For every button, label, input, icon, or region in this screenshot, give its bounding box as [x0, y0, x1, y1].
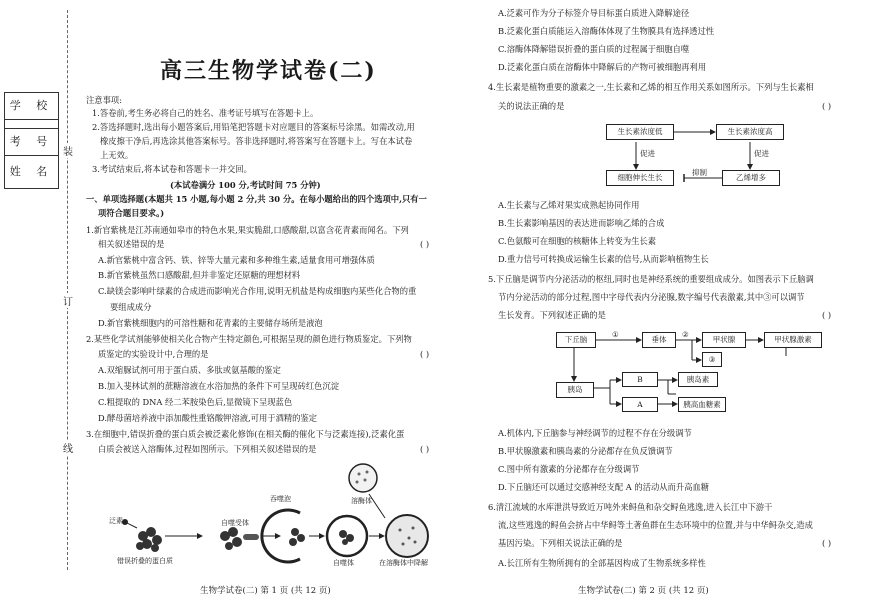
fig4-high-auxin: 生长素浓度高: [716, 124, 784, 140]
question-2-stem-cont: 质鉴定的实验设计中,合理的是: [98, 349, 209, 359]
name-label: 姓 名: [9, 165, 54, 178]
question-4-stem-cont: 关的说法正确的是: [498, 101, 565, 111]
question-5-stem-cont: 生长发育。下列叙述正确的是: [498, 310, 606, 320]
fig3-label-autophagosome: 自噬体: [333, 559, 354, 567]
question-6-stem-cont: 基因污染。下列相关说法正确的是: [498, 538, 623, 548]
page-footer: 生物学试卷(二) 第 1 页 (共 12 页): [200, 586, 331, 596]
q2-option-b: B.加入斐林试剂的蔗糖溶液在水浴加热的条件下可呈现砖红色沉淀: [98, 381, 340, 391]
q5-option-d: D.下丘脑还可以通过交感神经支配 A 的活动从而升高血糖: [498, 482, 710, 492]
question-4-stem: 4.生长素是植物重要的激素之一,生长素和乙烯的相互作用关系如图所示。下列与生长素相: [488, 82, 814, 92]
fig3-label-misfolded: 错误折叠的蛋白质: [117, 557, 173, 565]
fig5-insulin: 胰岛素: [678, 372, 718, 387]
question-5-stem-cont: 节内分泌活动的部分过程,图中字母代表内分泌腺,数字编号代表激素,其中③可以调节: [498, 292, 805, 302]
fig4-low-auxin: 生长素浓度低: [606, 124, 674, 140]
fig5-label-1: ①: [612, 330, 619, 339]
question-6-stem-cont: 流,这些逃逸的鲟鱼会挤占中华鲟等土著鱼群在生态环境中的位置,并与中华鲟杂交,造成: [498, 520, 813, 530]
q6-option-a: A.长江所有生物所拥有的全部基因构成了生物系统多样性: [498, 558, 706, 568]
fig5-gland-b: B: [622, 372, 658, 387]
q5-option-b: B.甲状腺激素和胰岛素的分泌都存在负反馈调节: [498, 446, 673, 456]
q2-option-c: C.粗提取的 DNA 经二苯胺染色后,显微镜下呈现蓝色: [98, 397, 293, 407]
question-3-stem: 3.在细胞中,错误折叠的蛋白质会被泛素化修饰(在相关酶的催化下与泛素连接),泛素化蛋: [86, 429, 405, 439]
page-footer: 生物学试卷(二) 第 2 页 (共 12 页): [578, 586, 709, 596]
question-6-stem: 6.清江流域的水库泄洪导致近万吨外来鲟鱼和杂交鲟鱼逃逸,进入长江中下游干: [488, 502, 773, 512]
exam-number-label: 考 号: [5, 129, 58, 156]
q1-option-c-cont: 要组成成分: [110, 302, 152, 312]
note-line: 橡皮擦干净后,再选涂其他答案标号。答非选择题时,将答案写在答题卡上。写在本试卷: [100, 136, 413, 146]
q1-option-d: D.新官紫桃细胞内的可溶性糖和花青素的主要储存场所是液泡: [98, 318, 323, 328]
fig3-label-phagophore: 吞噬泡: [270, 495, 291, 503]
answer-bracket: ( ): [822, 310, 832, 320]
q4-option-d: D.重力信号可转换成运输生长素的信号,从而影响植物生长: [498, 254, 709, 264]
fig4-promote-1: 促进: [640, 149, 655, 158]
section-heading-cont: 项符合题目要求。): [98, 208, 165, 218]
student-info-box: [4, 92, 59, 189]
q1-option-b: B.新官紫桃虽然口感酸甜,但并非鉴定还原糖的理想材料: [98, 270, 301, 280]
question-2-stem: 2.某些化学试剂能够使相关化合物产生特定颜色,可根据呈现的颜色进行物质鉴定。下列物: [86, 334, 412, 344]
fig5-label-2: ②: [682, 330, 689, 339]
q2-option-d: D.酵母菌培养液中添加酸性重铬酸钾溶液,可用于酒精的鉴定: [98, 413, 318, 423]
question-5-stem: 5.下丘脑是调节内分泌活动的枢纽,同时也是神经系统的重要组成成分。如图表示下丘脑调: [488, 274, 814, 284]
binding-line: [67, 10, 68, 570]
note-line: 上无效。: [100, 150, 134, 160]
q4-option-a: A.生长素与乙烯对果实成熟起协同作用: [498, 200, 640, 210]
fig4-promote-2: 促进: [754, 149, 769, 158]
fig3-label-degrade: 在溶酶体中降解: [379, 559, 428, 567]
q1-option-a: A.新官紫桃中富含钙、铁、锌等大量元素和多种维生素,适量食用可增强体质: [98, 255, 375, 265]
page-title: 高三生物学试卷(二): [160, 58, 377, 84]
binding-char-3: 线: [63, 440, 73, 455]
answer-bracket: ( ): [822, 538, 832, 548]
q2-option-a: A.双缩脲试剂可用于蛋白质、多肽或氨基酸的鉴定: [98, 365, 281, 375]
q3-option-b: B.泛素化蛋白质能运入溶酶体体现了生物膜具有选择透过性: [498, 26, 715, 36]
q5-option-a: A.机体内,下丘脑参与神经调节的过程不存在分级调节: [498, 428, 692, 438]
fig5-thyroid: 甲状腺: [702, 332, 746, 348]
section-heading: 一、单项选择题(本题共 15 小题,每小题 2 分,共 30 分。在每小题给出的四个选项中,只有一: [86, 194, 427, 204]
fig5-label-3: ③: [702, 352, 722, 367]
figure-3-drawing: [95, 458, 445, 570]
fig5-pancreas: 胰岛: [556, 382, 594, 398]
fig5-hypothalamus: 下丘脑: [556, 332, 596, 348]
fig3-label-lysosome: 溶酶体: [351, 497, 372, 505]
fig3-label-receptor: 自噬受体: [221, 519, 249, 527]
note-line: 2.答选择题时,选出每小题答案后,用铅笔把答题卡对应题目的答案标号涂黑。如需改动,用: [92, 122, 415, 132]
fig5-glucagon: 胰高血糖素: [678, 397, 726, 412]
figure-5: [552, 330, 832, 416]
q3-option-c: C.溶酶体降解错误折叠的蛋白质的过程属于细胞自噬: [498, 44, 690, 54]
fig5-gland-a: A: [622, 397, 658, 412]
right-page: [468, 0, 870, 606]
binding-char-2: 订: [63, 293, 73, 308]
fig4-ethylene: 乙烯增多: [722, 170, 780, 186]
answer-bracket: ( ): [420, 239, 430, 249]
note-line: 1.答卷前,考生务必将自己的姓名、准考证号填写在答题卡上。: [92, 108, 319, 118]
answer-bracket: ( ): [420, 349, 430, 359]
q1-option-c: C.缺镁会影响叶绿素的合成进而影响光合作用,说明无机盐是构成细胞内某些化合物的重: [98, 286, 417, 296]
answer-bracket: ( ): [822, 101, 832, 111]
fig3-label-ubiquitin: 泛素: [109, 517, 123, 525]
notes-heading: 注意事项:: [86, 95, 122, 105]
answer-bracket: ( ): [420, 444, 430, 454]
fig5-pituitary: 垂体: [642, 332, 676, 348]
fig5-thyroxine: 甲状腺激素: [764, 332, 822, 348]
question-1-stem-cont: 相关叙述错误的是: [98, 239, 165, 249]
binding-char-1: 装: [63, 143, 73, 158]
fig4-inhibit: 抑制: [692, 168, 707, 177]
question-1-stem: 1.新官紫桃是江苏南通如皋市的特色水果,果实脆甜,口感酸甜,以富含花青素而闻名。下列: [86, 225, 409, 235]
school-field[interactable]: [5, 120, 58, 129]
school-label: 学 校: [5, 93, 58, 120]
q3-option-d: D.泛素化蛋白质在溶酶体中降解后的产物可被细胞再利用: [498, 62, 707, 72]
q5-option-c: C.图中所有激素的分泌都存在分级调节: [498, 464, 640, 474]
note-line: 3.考试结束后,将本试卷和答题卡一并交回。: [92, 164, 252, 174]
figure-3: [95, 458, 445, 570]
question-3-stem-cont: 白质会被送入溶酶体,过程如图所示。下列相关叙述错误的是: [98, 444, 317, 454]
q3-option-a: A.泛素可作为分子标签介导目标蛋白质进入降解途径: [498, 8, 690, 18]
fig4-cell-elongation: 细胞伸长生长: [606, 170, 674, 186]
score-line: (本试卷满分 100 分,考试时间 75 分钟): [170, 180, 321, 190]
q4-option-b: B.生长素影响基因的表达进而影响乙烯的合成: [498, 218, 665, 228]
figure-4: [598, 120, 808, 192]
q4-option-c: C.色氨酸可在细胞的核糖体上转变为生长素: [498, 236, 657, 246]
